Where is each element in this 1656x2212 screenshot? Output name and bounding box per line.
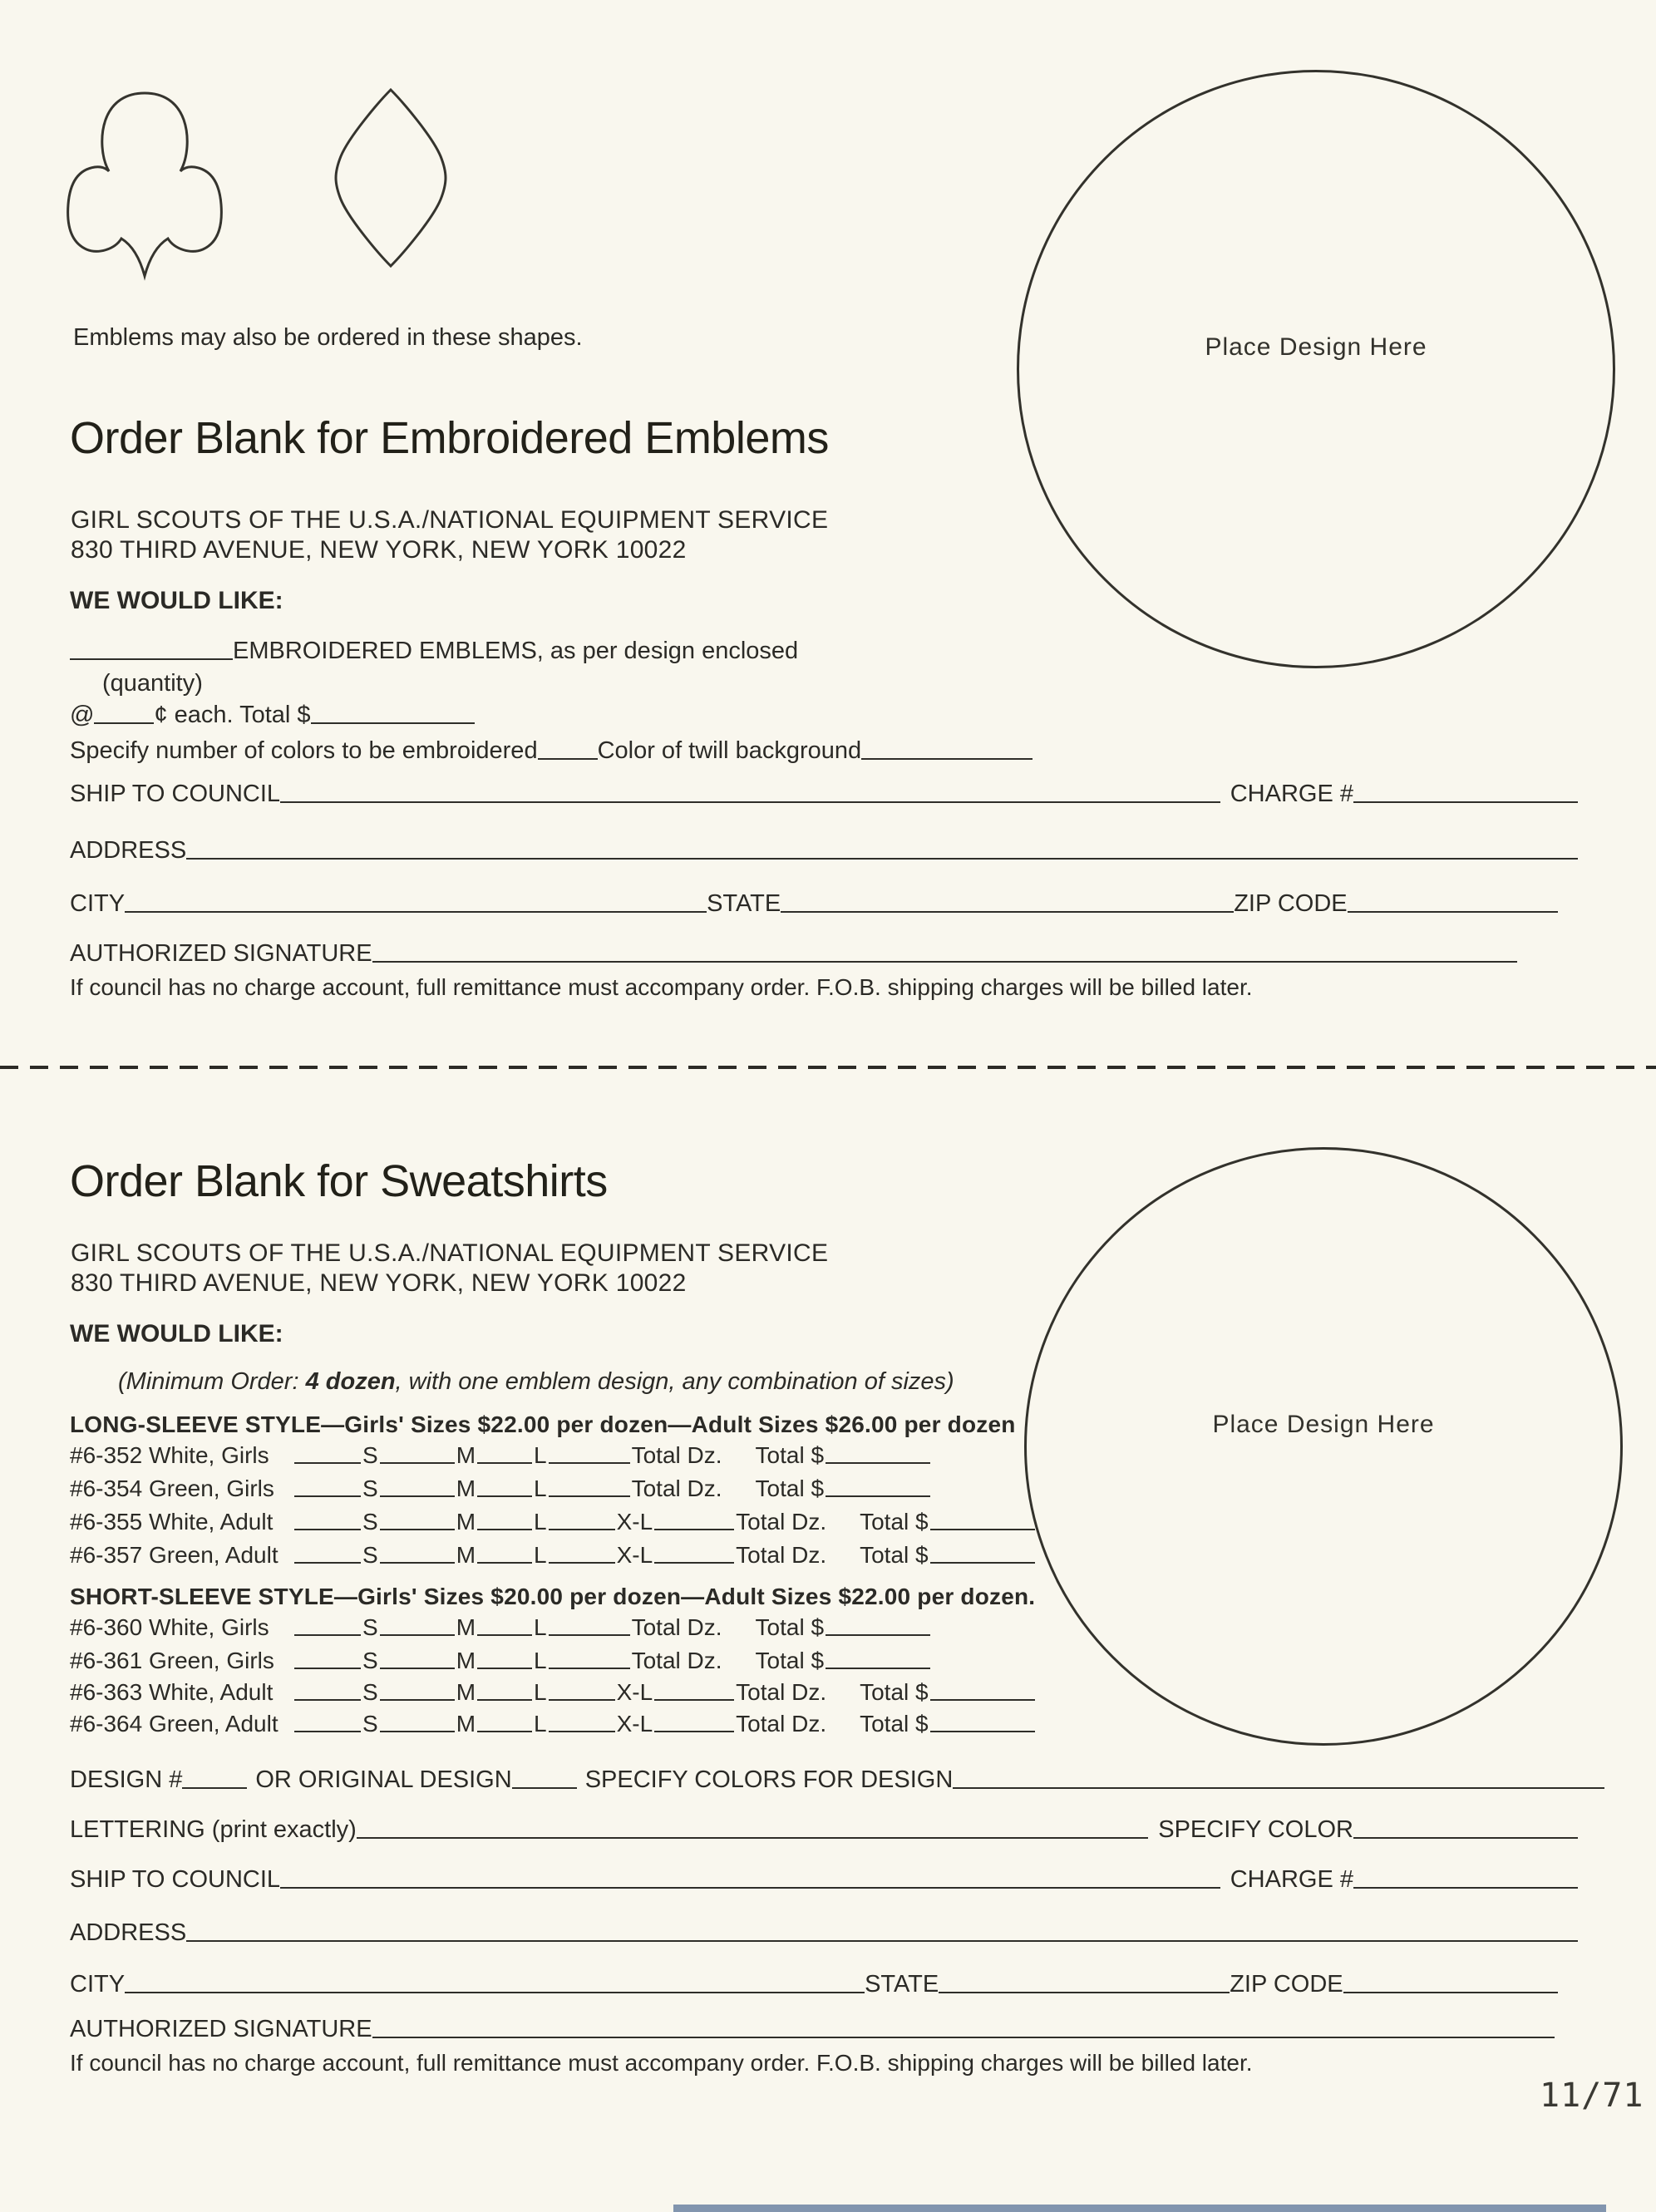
- total-dz-label: Total Dz.: [736, 1509, 827, 1535]
- size-xl-label: X-L: [616, 1542, 653, 1568]
- place-design-label: Place Design Here: [1205, 333, 1427, 361]
- price-at-label: @: [70, 702, 95, 728]
- lettering-line: [70, 1817, 1578, 1843]
- design-number-line: [70, 1767, 1604, 1793]
- short-sleeve-header: SHORT-SLEEVE STYLE—Girls' Sizes $20.00 per dozen—Adult Sizes $22.00 per dozen.: [70, 1584, 1036, 1609]
- address-label: ADDRESS: [70, 837, 187, 864]
- total-dz-field[interactable]: [654, 1697, 734, 1701]
- size-l-label: L: [534, 1509, 547, 1535]
- signature-label: AUTHORIZED SIGNATURE: [70, 2016, 372, 2042]
- minimum-order-prefix: (Minimum Order:: [118, 1368, 306, 1395]
- size-m-field[interactable]: [380, 1729, 455, 1732]
- shapes-caption: Emblems may also be ordered in these shapes.: [73, 324, 583, 351]
- price-field[interactable]: [94, 721, 154, 724]
- size-xl-field[interactable]: [549, 1527, 615, 1530]
- item-label: #6-352 White, Girls: [70, 1442, 269, 1468]
- size-m-field[interactable]: [380, 1697, 455, 1701]
- address-label: ADDRESS: [70, 1919, 187, 1946]
- ship-to-council-field[interactable]: [280, 800, 1220, 803]
- total-usd-label: Total $: [755, 1475, 825, 1501]
- dashed-cut-line: [0, 1066, 1656, 1069]
- row-6-355: [70, 1510, 1035, 1535]
- total-dz-label: Total Dz.: [631, 1475, 722, 1501]
- design-no-field[interactable]: [182, 1786, 247, 1789]
- emblem-we-would-like-label: WE WOULD LIKE:: [70, 587, 283, 614]
- size-l-field[interactable]: [477, 1560, 532, 1564]
- emblem-price-line: [70, 702, 475, 728]
- total-dz-field[interactable]: [654, 1560, 734, 1564]
- size-s-label: S: [362, 1509, 378, 1535]
- state-label: STATE: [865, 1971, 939, 1998]
- total-dz-field[interactable]: [654, 1729, 734, 1732]
- total-usd-field[interactable]: [826, 1461, 930, 1464]
- zip-field[interactable]: [1348, 909, 1558, 913]
- size-xl-field[interactable]: [549, 1560, 615, 1564]
- size-m-label: M: [456, 1542, 476, 1568]
- emblem-design-area[interactable]: [1017, 70, 1615, 668]
- total-usd-field[interactable]: [930, 1527, 1035, 1530]
- address-field[interactable]: [186, 1939, 1578, 1942]
- size-xl-label: X-L: [616, 1509, 653, 1535]
- row-6-363: [70, 1680, 1035, 1705]
- sweatshirt-design-area[interactable]: [1024, 1147, 1623, 1746]
- ship-to-council-field[interactable]: [280, 1885, 1220, 1889]
- row-6-352: [70, 1443, 930, 1468]
- address-field[interactable]: [186, 856, 1578, 860]
- charge-label: CHARGE #: [1230, 1866, 1353, 1893]
- size-s-field[interactable]: [294, 1560, 361, 1564]
- charge-number-field[interactable]: [1353, 800, 1578, 803]
- total-usd-label: Total $: [755, 1614, 825, 1640]
- sweatshirt-signature-line: [70, 2017, 1555, 2042]
- minimum-order-note: [118, 1368, 954, 1396]
- total-usd-field[interactable]: [826, 1633, 930, 1636]
- specify-colors-label: Specify number of colors to be embroidered: [70, 737, 538, 764]
- zip-field[interactable]: [1343, 1990, 1558, 1993]
- size-l-label: L: [534, 1614, 547, 1640]
- size-s-field[interactable]: [294, 1527, 361, 1530]
- minimum-order-suffix: , with one emblem design, any combination of sizes): [395, 1368, 954, 1395]
- place-design-label: Place Design Here: [1212, 1411, 1435, 1438]
- sweatshirt-form-title: Order Blank for Sweatshirts: [70, 1156, 608, 1206]
- size-s-label: S: [362, 1648, 378, 1673]
- size-l-field[interactable]: [477, 1527, 532, 1530]
- form-code: 11/71: [1540, 2077, 1644, 2115]
- size-m-label: M: [456, 1614, 476, 1640]
- size-l-label: L: [534, 1711, 547, 1737]
- sweatshirt-remittance-note: If council has no charge account, full remittance must accompany order. F.O.B. shipping charges will be billed later.: [70, 2050, 1253, 2076]
- size-s-field[interactable]: [294, 1461, 361, 1464]
- city-field[interactable]: [125, 909, 707, 913]
- total-dz-label: Total Dz.: [631, 1442, 722, 1468]
- zip-label: ZIP CODE: [1234, 890, 1348, 917]
- total-dz-field[interactable]: [549, 1494, 630, 1497]
- colors-count-field[interactable]: [538, 756, 598, 760]
- size-s-label: S: [362, 1614, 378, 1640]
- item-label: #6-361 Green, Girls: [70, 1648, 274, 1673]
- sweatshirt-org-address: 830 THIRD AVENUE, NEW YORK, NEW YORK 10022: [71, 1269, 687, 1297]
- size-m-field[interactable]: [380, 1527, 455, 1530]
- emblem-remittance-note: If council has no charge account, full remittance must accompany order. F.O.B. shipping charges will be billed later.: [70, 974, 1253, 1000]
- size-l-label: L: [534, 1648, 547, 1673]
- size-xl-field[interactable]: [549, 1697, 615, 1701]
- quantity-hint: (quantity): [102, 670, 203, 697]
- size-s-field[interactable]: [294, 1494, 361, 1497]
- city-label: CITY: [70, 890, 126, 917]
- total-usd-field[interactable]: [826, 1494, 930, 1497]
- minimum-order-quantity: 4 dozen: [305, 1368, 396, 1395]
- total-dz-label: Total Dz.: [736, 1711, 827, 1737]
- size-m-field[interactable]: [380, 1633, 455, 1636]
- emblem-org-address: 830 THIRD AVENUE, NEW YORK, NEW YORK 10022: [71, 536, 687, 564]
- total-usd-label: Total $: [860, 1711, 929, 1737]
- size-s-field[interactable]: [294, 1697, 361, 1701]
- total-usd-label: Total $: [755, 1442, 825, 1468]
- size-l-label: L: [534, 1542, 547, 1568]
- size-s-label: S: [362, 1711, 378, 1737]
- row-6-360: [70, 1615, 930, 1640]
- design-no-label: DESIGN #: [70, 1766, 183, 1793]
- size-l-field[interactable]: [477, 1729, 532, 1732]
- size-s-label: S: [362, 1442, 378, 1468]
- trefoil-shape-icon: [62, 78, 228, 282]
- total-usd-field[interactable]: [930, 1560, 1035, 1564]
- charge-number-field[interactable]: [1353, 1885, 1578, 1889]
- size-s-label: S: [362, 1542, 378, 1568]
- state-field[interactable]: [939, 1990, 1230, 1993]
- diamond-shape-icon: [318, 76, 464, 280]
- item-label: #6-354 Green, Girls: [70, 1475, 274, 1501]
- size-l-field[interactable]: [477, 1494, 532, 1497]
- city-field[interactable]: [125, 1990, 865, 1993]
- size-s-field[interactable]: [294, 1666, 361, 1669]
- lettering-label: LETTERING (print exactly): [70, 1816, 357, 1843]
- size-m-field[interactable]: [380, 1666, 455, 1669]
- twill-background-label: Color of twill background: [597, 737, 862, 764]
- total-usd-label: Total $: [860, 1509, 929, 1535]
- lettering-field[interactable]: [357, 1835, 1148, 1839]
- quantity-field[interactable]: [70, 657, 233, 660]
- total-usd-field[interactable]: [930, 1729, 1035, 1732]
- lettering-color-field[interactable]: [1353, 1835, 1578, 1839]
- size-l-label: L: [534, 1442, 547, 1468]
- item-label: #6-364 Green, Adult: [70, 1711, 278, 1737]
- emblem-city-line: [70, 891, 1558, 917]
- state-label: STATE: [707, 890, 781, 917]
- emblem-colors-line: [70, 738, 1033, 764]
- size-l-field[interactable]: [477, 1633, 532, 1636]
- ship-to-council-label: SHIP TO COUNCIL: [70, 781, 281, 807]
- sweatshirt-we-would-like-label: WE WOULD LIKE:: [70, 1320, 283, 1347]
- row-6-357: [70, 1543, 1035, 1568]
- item-label: #6-363 White, Adult: [70, 1679, 274, 1705]
- size-xl-field[interactable]: [549, 1729, 615, 1732]
- size-s-label: S: [362, 1475, 378, 1501]
- quantity-line-label: EMBROIDERED EMBLEMS, as per design enclosed: [233, 638, 799, 664]
- emblem-form-title: Order Blank for Embroidered Emblems: [70, 413, 829, 463]
- total-dz-label: Total Dz.: [736, 1542, 827, 1568]
- sweatshirt-ship-line: [70, 1867, 1578, 1893]
- emblem-ship-line: [70, 781, 1578, 807]
- item-label: #6-357 Green, Adult: [70, 1542, 278, 1568]
- size-l-field[interactable]: [477, 1666, 532, 1669]
- total-usd-field[interactable]: [930, 1697, 1035, 1701]
- total-usd-field[interactable]: [826, 1666, 930, 1669]
- size-m-label: M: [456, 1475, 476, 1501]
- emblem-org-name: GIRL SCOUTS OF THE U.S.A./NATIONAL EQUIPMENT SERVICE: [71, 506, 829, 534]
- signature-field[interactable]: [372, 959, 1517, 963]
- size-s-label: S: [362, 1679, 378, 1705]
- design-colors-field[interactable]: [953, 1786, 1604, 1789]
- size-xl-label: X-L: [616, 1679, 653, 1705]
- signature-label: AUTHORIZED SIGNATURE: [70, 940, 372, 967]
- total-dz-field[interactable]: [549, 1633, 630, 1636]
- size-m-label: M: [456, 1509, 476, 1535]
- size-m-label: M: [456, 1442, 476, 1468]
- size-m-label: M: [456, 1711, 476, 1737]
- total-dz-field[interactable]: [549, 1461, 630, 1464]
- size-xl-label: X-L: [616, 1711, 653, 1737]
- charge-label: CHARGE #: [1230, 781, 1353, 807]
- total-dz-label: Total Dz.: [631, 1648, 722, 1673]
- item-label: #6-360 White, Girls: [70, 1614, 269, 1640]
- total-amount-field[interactable]: [311, 721, 475, 724]
- ship-to-council-label: SHIP TO COUNCIL: [70, 1866, 281, 1893]
- item-label: #6-355 White, Adult: [70, 1509, 274, 1535]
- sweatshirt-city-line: [70, 1972, 1558, 1998]
- emblem-address-line: [70, 838, 1578, 864]
- size-s-field[interactable]: [294, 1729, 361, 1732]
- size-m-field[interactable]: [380, 1560, 455, 1564]
- twill-color-field[interactable]: [861, 756, 1033, 760]
- signature-field[interactable]: [372, 2035, 1555, 2038]
- size-s-field[interactable]: [294, 1633, 361, 1636]
- total-usd-label: Total $: [860, 1679, 929, 1705]
- size-m-field[interactable]: [380, 1461, 455, 1464]
- zip-label: ZIP CODE: [1230, 1971, 1343, 1998]
- total-dz-field[interactable]: [549, 1666, 630, 1669]
- bottom-edge-strip: [673, 2205, 1606, 2212]
- size-l-field[interactable]: [477, 1697, 532, 1701]
- total-usd-label: Total $: [860, 1542, 929, 1568]
- emblem-signature-line: [70, 941, 1517, 967]
- size-m-label: M: [456, 1648, 476, 1673]
- sweatshirt-org-name: GIRL SCOUTS OF THE U.S.A./NATIONAL EQUIPMENT SERVICE: [71, 1239, 829, 1267]
- row-6-354: [70, 1476, 930, 1501]
- original-design-field[interactable]: [512, 1786, 577, 1789]
- specify-color-label: SPECIFY COLOR: [1158, 1816, 1353, 1843]
- total-usd-label: Total $: [755, 1648, 825, 1673]
- price-each-label: ¢ each. Total $: [154, 702, 311, 728]
- sweatshirt-address-line: [70, 1920, 1578, 1946]
- size-l-label: L: [534, 1679, 547, 1705]
- specify-colors-for-design-label: SPECIFY COLORS FOR DESIGN: [584, 1766, 954, 1793]
- row-6-364: [70, 1712, 1035, 1737]
- size-l-label: L: [534, 1475, 547, 1501]
- state-field[interactable]: [781, 909, 1234, 913]
- size-m-label: M: [456, 1679, 476, 1705]
- total-dz-label: Total Dz.: [736, 1679, 827, 1705]
- long-sleeve-header: LONG-SLEEVE STYLE—Girls' Sizes $22.00 per dozen—Adult Sizes $26.00 per dozen: [70, 1411, 1016, 1437]
- size-m-field[interactable]: [380, 1494, 455, 1497]
- total-dz-field[interactable]: [654, 1527, 734, 1530]
- or-original-design-label: OR ORIGINAL DESIGN: [255, 1766, 512, 1793]
- city-label: CITY: [70, 1971, 126, 1998]
- size-l-field[interactable]: [477, 1461, 532, 1464]
- row-6-361: [70, 1648, 930, 1673]
- total-dz-label: Total Dz.: [631, 1614, 722, 1640]
- emblem-quantity-line: [70, 638, 798, 664]
